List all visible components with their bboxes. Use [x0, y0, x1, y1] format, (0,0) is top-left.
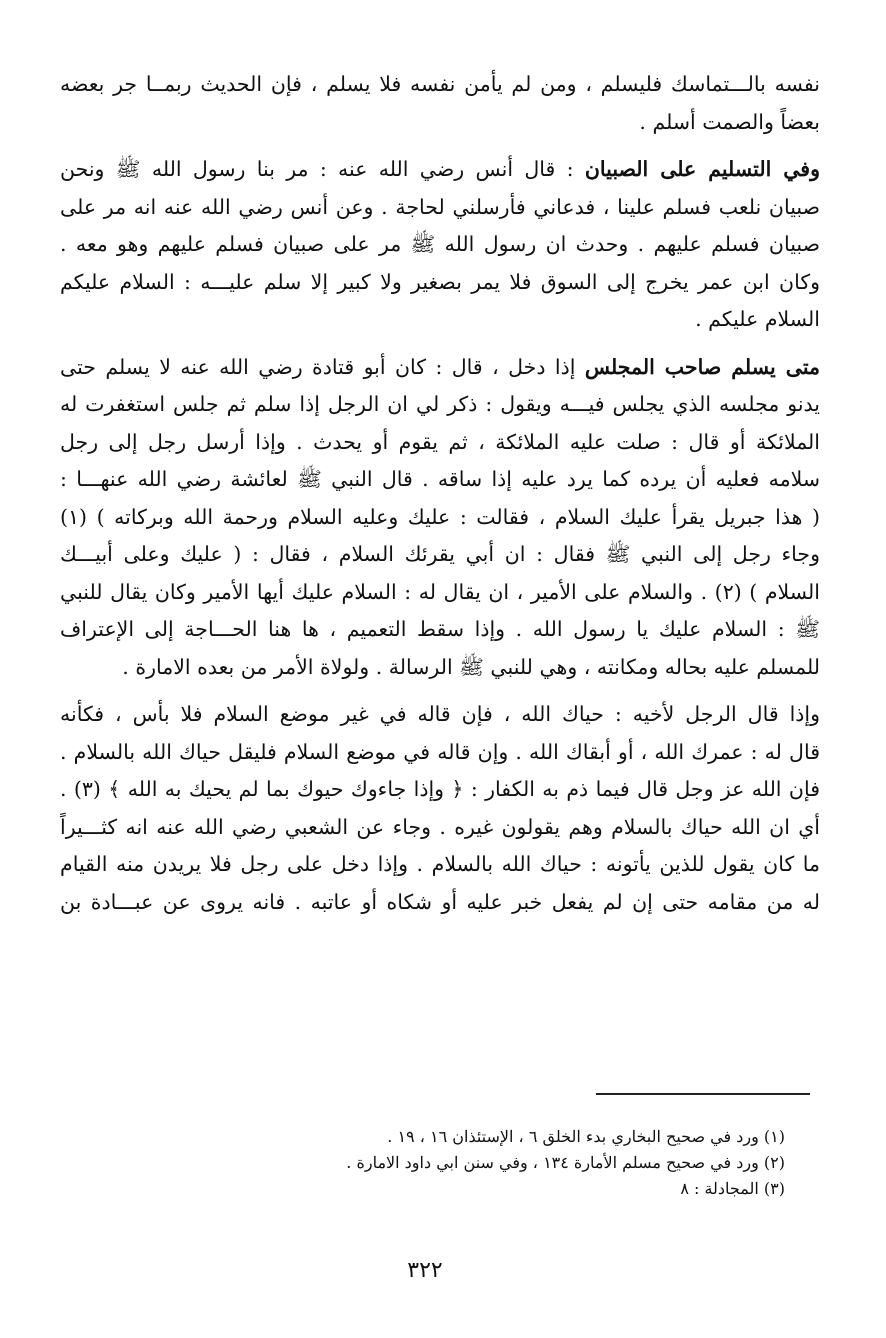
text-line: ( هذا جبريل يقرأ عليك السلام ، فقالت : عليك وعليه السلام ورحمة الله وبركاته ) (١): [60, 504, 820, 529]
text-line: السلام ) (٢) . والسلام على الأمير ، ان يقال له : السلام عليك أيها الأمير وكان يقال للنبي: [60, 579, 820, 604]
text-line: نفسه بالـــتماسك فليسلم ، ومن لم يأمن نفسه فلا يسلم ، فإن الحديث ربمــا جر بعضه: [60, 72, 820, 96]
text-line: يدنو مجلسه الذي يجلس فيـــه ويقول : ذكر لي ان الرجل إذا سلم ثم جلس استغفرت له: [60, 392, 820, 416]
footnote: (٣) المجادلة : ٨: [680, 1179, 785, 1198]
text-line: وجاء رجل إلى النبي ﷺ فقال : ان أبي يقرئك السلام ، فقال : ( عليك وعلى أبيـــك: [60, 542, 820, 566]
text-line: وإذا قال الرجل لأخيه : حياك الله ، فإن قاله في غير موضع السلام فلا بأس ، فكأنه: [60, 702, 820, 726]
page-number: ٣٢٢: [407, 1258, 443, 1283]
footnote-divider: [596, 1093, 810, 1095]
text-line: أي ان الله حياك بالسلام وهم يقولون غيره . وجاء عن الشعبي رضي الله عنه انه كثـــيراً: [60, 814, 820, 839]
text-line: فإن الله عز وجل قال فيما ذم به الكفار : ﴿ وإذا جاءوك حيوك بما لم يحيك به الله ﴾ (٣) .: [60, 777, 820, 801]
text-line: ما كان يقول للذين يأتونه : حياك الله بالسلام . وإذا دخل على رجل فلا يريدن منه القيام: [60, 852, 820, 876]
footnotes: [200, 1124, 785, 1202]
text-line: وكان ابن عمر يخرج إلى السوق فلا يمر بصغير ولا كبير إلا سلم عليـــه : السلام عليكم: [60, 269, 820, 294]
text-line: السلام عليكم .: [695, 307, 820, 331]
page-body: [60, 66, 820, 931]
section-heading: متى يسلم صاحب المجلس: [584, 354, 820, 379]
text-line: له من مقامه حتى إن لم يفعل خبر عليه أو شكاه أو عاتبه . فانه يروى عن عبـــادة بن: [60, 889, 820, 914]
paragraph-intro: [60, 66, 820, 141]
text-line: صبيان فسلم عليهم . وحدث ان رسول الله ﷺ مر على صبيان فسلم عليهم وهو معه .: [60, 232, 820, 256]
text-line: الملائكة أو قال : صلت عليه الملائكة ، ثم يقوم أو يحدث . وإذا أرسل رجل إلى رجل: [60, 429, 820, 454]
text-line: بعضاً والصمت أسلم .: [639, 109, 820, 134]
paragraph-hayyak: [60, 696, 820, 921]
text-line: قال له : عمرك الله ، أو أبقاك الله . وإن قاله في موضع السلام فليقل حياك الله بالسلام .: [60, 739, 820, 764]
text-line: [60, 151, 820, 189]
section-heading: وفي التسليم على الصبيان: [584, 157, 820, 181]
text-line: للمسلم عليه بحاله ومكانته ، وهي للنبي ﷺ الرسالة . ولولاة الأمر من بعده الامارة .: [122, 654, 820, 679]
text-run: إذا دخل ، قال : كان أبو قتادة رضي الله عنه لا يسلم حتى: [60, 354, 585, 379]
text-line: صبيان نلعب فسلم علينا ، فدعاني فأرسلني لحاجة . وعن أنس رضي الله عنه انه مر على: [60, 194, 820, 219]
text-line: سلامه فعليه أن يرده كما يرد عليه إذا ساقه . قال النبي ﷺ لعائشة رضي الله عنهـــا :: [60, 467, 820, 491]
paragraph-greeting-children: [60, 151, 820, 339]
paragraph-majlis: [60, 349, 820, 687]
text-line: ﷺ : السلام عليك يا رسول الله . وإذا سقط التعميم ، ها هنا الحـــاجة إلى الإعتراف: [60, 617, 820, 641]
footnote: (١) ورد في صحيح البخاري بدء الخلق ٦ ، الإستئذان ١٦ ، ١٩ .: [387, 1127, 785, 1146]
text-line: [60, 349, 820, 387]
footnote: (٢) ورد في صحيح مسلم الأمارة ١٣٤ ، وفي سنن ابي داود الامارة .: [346, 1153, 785, 1172]
text-run: : قال أنس رضي الله عنه : مر بنا رسول الله ﷺ ونحن: [60, 157, 585, 181]
